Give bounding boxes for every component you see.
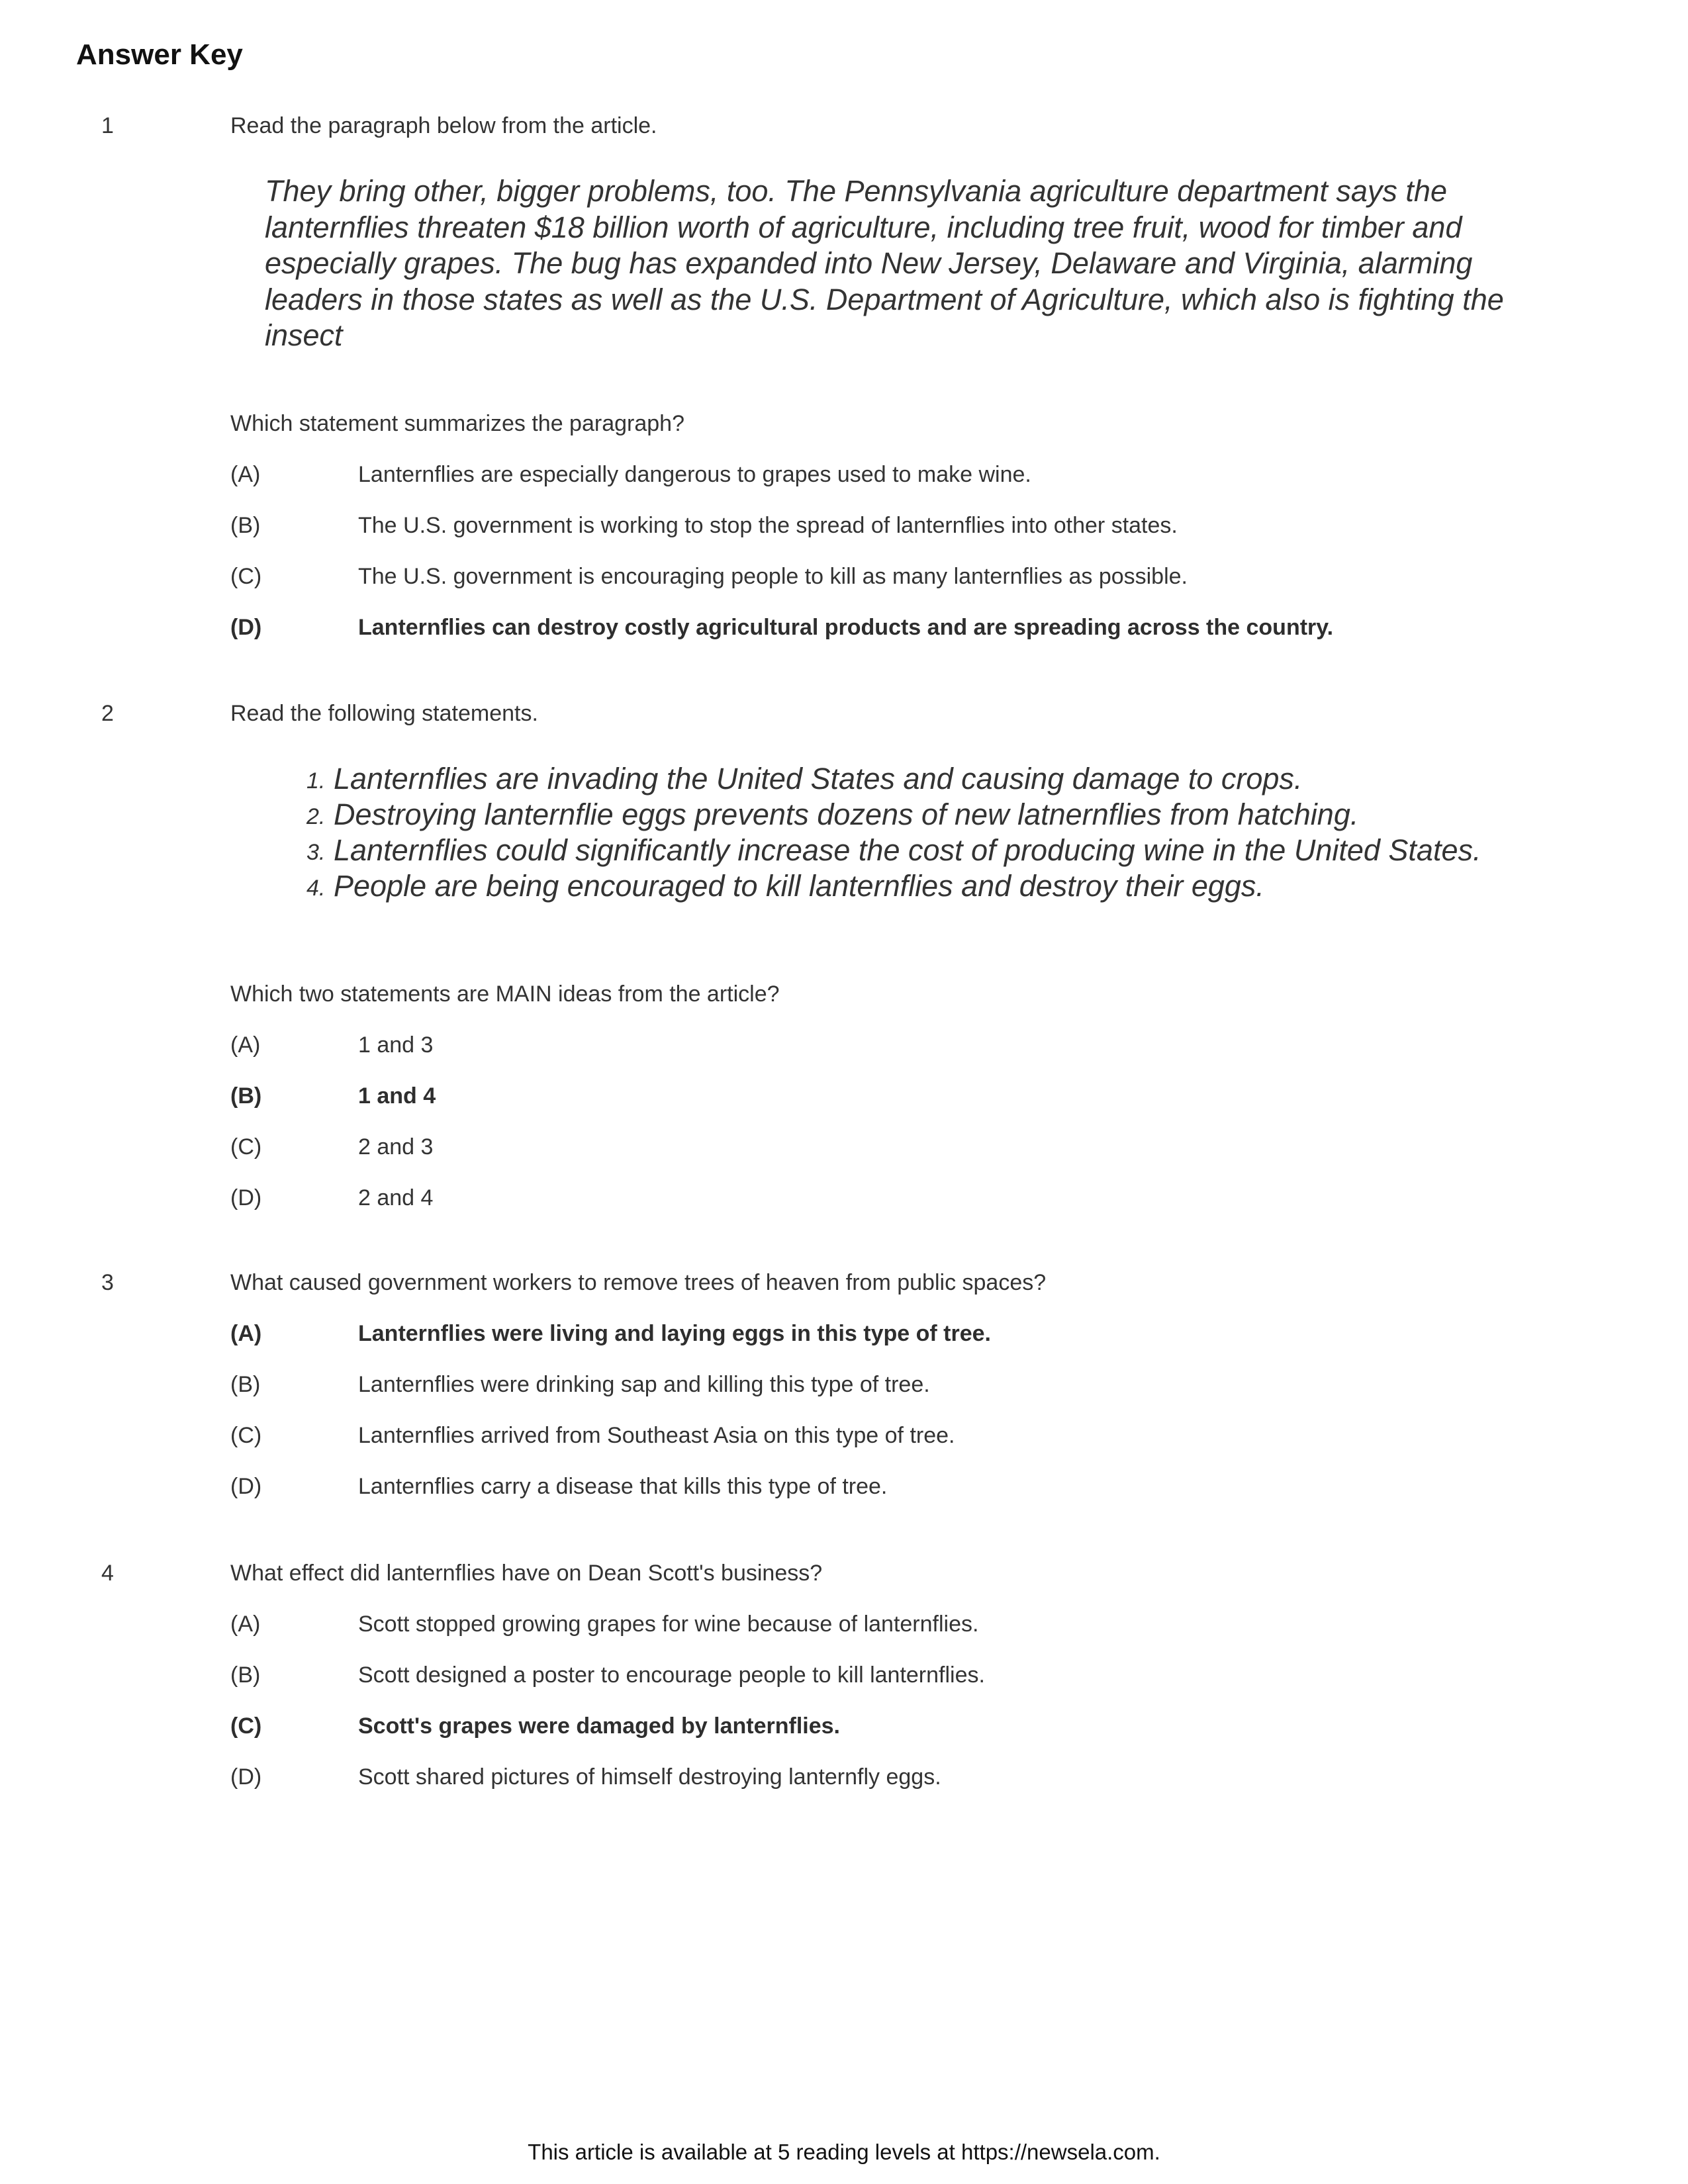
statement-text: People are being encouraged to kill lanternflies and destroy their eggs. <box>334 869 1264 903</box>
option-letter: (B) <box>230 1372 261 1397</box>
answer-option[interactable] <box>230 512 1554 539</box>
option-letter: (A) <box>230 1612 261 1637</box>
answer-option[interactable] <box>230 1032 1554 1058</box>
option-text: Lanternflies carry a disease that kills this type of tree. <box>358 1474 888 1499</box>
option-text: 2 and 4 <box>358 1185 434 1210</box>
answer-option[interactable] <box>230 1422 1554 1449</box>
option-letter: (A) <box>230 462 261 487</box>
statement-item <box>265 797 1481 833</box>
answer-option[interactable] <box>230 1764 1554 1790</box>
answer-option[interactable] <box>230 1185 1554 1211</box>
answer-option[interactable] <box>230 1134 1554 1160</box>
question-number: 2 <box>101 701 114 726</box>
option-letter: (D) <box>230 1185 262 1210</box>
option-letter: (C) <box>230 564 262 589</box>
statement-text: Lanternflies could significantly increase the cost of producing wine in the United States. <box>334 833 1481 867</box>
statement-item <box>265 761 1481 797</box>
option-letter: (C) <box>230 1713 262 1739</box>
option-letter: (A) <box>230 1321 262 1346</box>
option-letter: (D) <box>230 615 262 640</box>
statement-text: Lanternflies are invading the United States and causing damage to crops. <box>334 762 1303 796</box>
statement-number: 3. <box>306 840 326 865</box>
option-text: 1 and 4 <box>358 1083 436 1109</box>
option-letter: (B) <box>230 1083 262 1109</box>
question-number: 1 <box>101 113 114 138</box>
footer-note: This article is available at 5 reading levels at https://newsela.com. <box>528 2140 1160 2164</box>
option-text: 2 and 3 <box>358 1134 434 1160</box>
page-title: Answer Key <box>76 38 243 71</box>
correct-answer-option[interactable] <box>230 1713 1554 1739</box>
option-text: Lanternflies were living and laying eggs in this type of tree. <box>358 1321 991 1346</box>
statement-number: 4. <box>306 876 326 901</box>
correct-answer-option[interactable] <box>230 614 1554 641</box>
option-text: Lanternflies arrived from Southeast Asia on this type of tree. <box>358 1423 955 1448</box>
answer-option[interactable] <box>230 1371 1554 1398</box>
question-prompt: Read the following statements. <box>230 701 538 726</box>
answer-option[interactable] <box>230 1611 1554 1637</box>
question-text: Which two statements are MAIN ideas from the article? <box>230 981 780 1007</box>
question-prompt: What caused government workers to remove trees of heaven from public spaces? <box>230 1270 1047 1295</box>
option-letter: (C) <box>230 1134 262 1160</box>
statement-text: Destroying lanternflie eggs prevents dozens of new latnernflies from hatching. <box>334 797 1359 831</box>
answer-option[interactable] <box>230 1662 1554 1688</box>
option-text: Lanternflies were drinking sap and killing this type of tree. <box>358 1372 930 1397</box>
statement-number: 2. <box>306 804 326 829</box>
quoted-paragraph: They bring other, bigger problems, too. The Pennsylvania agriculture department says the lanternflies threaten $18 billion worth of agriculture, including tree fruit, wood for timber and especially grapes. The bug has expanded into New Jersey, Delaware and Virginia, alarming leaders in those states as well as the U.S. Department of Agriculture, which also is fighting the insect <box>265 174 1504 352</box>
option-letter: (B) <box>230 1662 261 1688</box>
statement-list <box>265 761 1481 904</box>
question-prompt: Read the paragraph below from the article. <box>230 113 657 138</box>
option-text: Scott stopped growing grapes for wine because of lanternflies. <box>358 1612 979 1637</box>
option-text: The U.S. government is encouraging people to kill as many lanternflies as possible. <box>358 564 1188 589</box>
option-text: The U.S. government is working to stop the spread of lanternflies into other states. <box>358 513 1178 538</box>
option-text: 1 and 3 <box>358 1032 434 1058</box>
answer-option[interactable] <box>230 461 1554 488</box>
option-text: Scott's grapes were damaged by lanternflies. <box>358 1713 840 1739</box>
correct-answer-option[interactable] <box>230 1320 1554 1347</box>
statement-item <box>265 833 1481 868</box>
question-text: Which statement summarizes the paragraph? <box>230 411 684 436</box>
option-text: Lanternflies are especially dangerous to grapes used to make wine. <box>358 462 1031 487</box>
option-text: Lanternflies can destroy costly agricultural products and are spreading across the country. <box>358 615 1334 640</box>
answer-option[interactable] <box>230 1473 1554 1500</box>
question-number: 4 <box>101 1561 114 1586</box>
option-letter: (D) <box>230 1474 262 1499</box>
option-letter: (C) <box>230 1423 262 1448</box>
correct-answer-option[interactable] <box>230 1083 1554 1109</box>
option-text: Scott designed a poster to encourage people to kill lanternflies. <box>358 1662 985 1688</box>
option-letter: (B) <box>230 513 261 538</box>
option-letter: (D) <box>230 1764 262 1790</box>
question-prompt: What effect did lanternflies have on Dean Scott's business? <box>230 1561 823 1586</box>
option-letter: (A) <box>230 1032 261 1058</box>
statement-number: 1. <box>306 768 326 794</box>
statement-item <box>265 868 1481 904</box>
option-text: Scott shared pictures of himself destroying lanternfly eggs. <box>358 1764 941 1790</box>
answer-option[interactable] <box>230 563 1554 590</box>
question-number: 3 <box>101 1270 114 1295</box>
